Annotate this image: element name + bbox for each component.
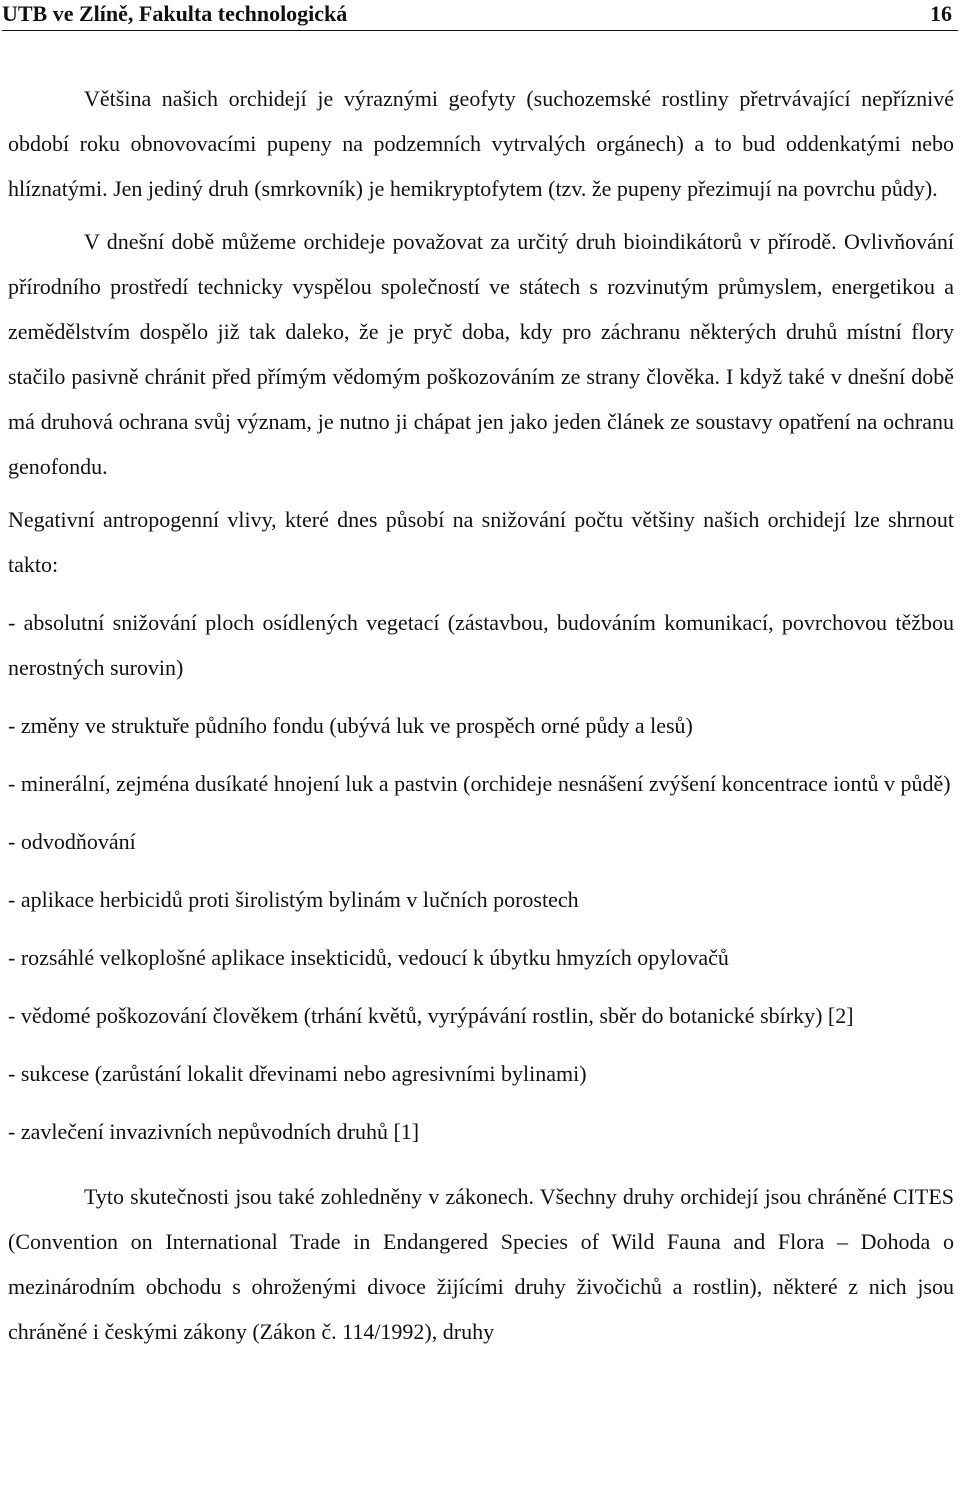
list-item: - minerální, zejména dusíkaté hnojení luk a pastvin (orchideje nesnášení zvýšení koncentrace iontů v půdě) xyxy=(8,771,951,796)
list-item: - odvodňování xyxy=(8,829,136,854)
list-item: - sukcese (zarůstání lokalit dřevinami nebo agresivními bylinami) xyxy=(8,1061,587,1086)
list-item: - zavlečení invazivních nepůvodních druhů [1] xyxy=(8,1119,420,1144)
header-title: UTB ve Zlíně, Fakulta technologická xyxy=(2,1,348,26)
page-number: 16 xyxy=(930,1,952,26)
list-item: - absolutní snižování ploch osídlených vegetací (zástavbou, budováním komunikací, povrchovou těžbou nerostných surovin) xyxy=(8,610,954,680)
document-body xyxy=(8,76,954,1354)
list-item: - aplikace herbicidů proti širolistým bylinám v lučních porostech xyxy=(8,887,579,912)
paragraph-geophytes: Většina našich orchidejí je výraznými geofyty (suchozemské rostliny přetrvávající nepříznivé období roku obnovovacími pupeny na podzemních vytrvalých orgánech) a to bud oddenkatými nebo hlíznatými. Jen jediný druh (smrkovník) je hemikryptofytem (tzv. že pupeny přezimují na povrchu půdy). xyxy=(8,86,954,201)
header-divider xyxy=(2,30,958,31)
paragraph-legislation: Tyto skutečnosti jsou také zohledněny v zákonech. Všechny druhy orchidejí jsou chráněné CITES (Convention on International Trade in Endangered Species of Wild Fauna and Flora – Dohoda o mezinárodním obchodu s ohroženými divoce žijícími druhy živočichů a rostlin), některé z nich jsou chráněné i českými zákony (Zákon č. 114/1992), druhy xyxy=(8,1184,954,1344)
page-header xyxy=(0,0,960,36)
list-item: - rozsáhlé velkoplošné aplikace insekticidů, vedoucí k úbytku hmyzích opylovačů xyxy=(8,945,729,970)
paragraph-negative-influences: Negativní antropogenní vlivy, které dnes působí na snižování počtu většiny našich orchidejí lze shrnout takto: xyxy=(8,507,954,577)
list-item: - změny ve struktuře půdního fondu (ubývá luk ve prospěch orné půdy a lesů) xyxy=(8,713,693,738)
paragraph-bioindicators: V dnešní době můžeme orchideje považovat za určitý druh bioindikátorů v přírodě. Ovlivňování přírodního prostředí technicky vyspělou společností ve státech s rozvinutým průmyslem, energetikou a zemědělstvím dospělo již tak daleko, že je pryč doba, kdy pro záchranu některých druhů místní flory stačilo pasivně chránit před přímým vědomým poškozováním ze strany člověka. I když také v dnešní době má druhová ochrana svůj význam, je nutno ji chápat jen jako jeden článek ze soustavy opatření na ochranu genofondu. xyxy=(8,229,954,479)
list-item: - vědomé poškozování člověkem (trhání květů, vyrýpávání rostlin, sběr do botanické sbírky) [2] xyxy=(8,1003,854,1028)
